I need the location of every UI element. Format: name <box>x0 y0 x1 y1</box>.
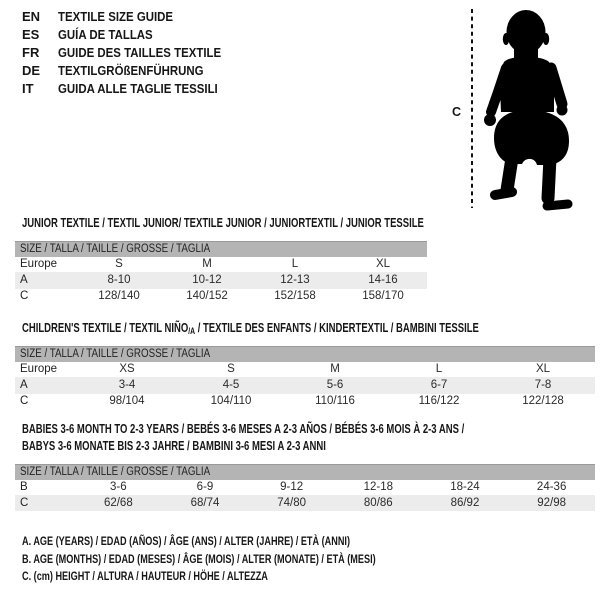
height-dashed-line-icon <box>469 9 475 208</box>
size-cell: 128/140 <box>98 290 140 302</box>
junior-table-title <box>22 215 551 232</box>
language-code: DE <box>22 63 41 78</box>
language-code: ES <box>22 27 40 42</box>
row-label: Europe <box>20 258 58 270</box>
babies-title-line2: BABYS 3-6 MONATE BIS 2-3 JAHRE / BAMBINI 3-6 MESI A 2-3 ANNI <box>22 439 326 453</box>
language-row <box>22 44 243 62</box>
size-cell: 10-12 <box>192 274 222 286</box>
size-cell: 104/110 <box>210 395 252 407</box>
language-row <box>22 62 243 80</box>
size-cell: XL <box>375 258 391 270</box>
children-table-title <box>22 320 600 340</box>
size-cell: 116/122 <box>418 395 460 407</box>
size-cell: 92/98 <box>537 497 567 509</box>
size-cell: 14-16 <box>368 274 398 286</box>
table-row <box>15 394 595 410</box>
size-cell: 80/86 <box>363 497 393 509</box>
size-cell: XL <box>535 363 551 375</box>
size-cell: 24-36 <box>536 481 567 493</box>
row-label: A <box>20 274 28 286</box>
size-header-label: SIZE / TALLA / TAILLE / GRÖSSE / TAGLIA <box>20 466 211 478</box>
footnote <box>22 533 487 551</box>
size-cell: M <box>202 258 212 270</box>
footnote-text: C. (cm) HEIGHT / ALTURA / HAUTEUR / HÖHE / ALTEZZA <box>22 569 268 583</box>
language-label: GUIDA ALLE TAGLIE TESSILI <box>58 81 218 96</box>
size-cell: 7-8 <box>534 379 552 391</box>
size-cell: 152/158 <box>274 290 316 302</box>
junior-size-table <box>15 257 427 304</box>
size-cell: 68/74 <box>190 497 220 509</box>
table-row <box>15 273 427 289</box>
size-cell: 86/92 <box>450 497 480 509</box>
size-cell: 9-12 <box>280 481 304 493</box>
children-title-pre: CHILDREN'S TEXTILE / TEXTIL NIÑO <box>22 321 189 335</box>
children-size-table-section <box>15 346 595 409</box>
language-label: TEXTILGRÖßENFÜHRUNG <box>58 63 204 78</box>
size-cell: 98/104 <box>109 395 145 407</box>
size-cell: 3-6 <box>110 481 127 493</box>
size-cell: 12-18 <box>363 481 393 493</box>
size-cell: S <box>227 363 235 375</box>
table-row <box>15 289 427 305</box>
footnote-text: A. AGE (YEARS) / EDAD (AÑOS) / ÂGE (ANS) / ALTER (JAHRE) / ETÀ (ANNI) <box>22 534 350 548</box>
language-row <box>22 26 243 44</box>
language-row <box>22 8 243 26</box>
table-row <box>15 496 595 512</box>
junior-table-title-text: JUNIOR TEXTILE / TEXTIL JUNIOR/ TEXTILE JUNIOR / JUNIORTEXTIL / JUNIOR TESSILE <box>22 216 424 230</box>
babies-size-table <box>15 480 595 511</box>
size-header-label: SIZE / TALLA / TAILLE / GRÖSSE / TAGLIA <box>20 348 211 360</box>
row-label: B <box>20 481 28 493</box>
size-header-bar <box>15 346 595 362</box>
size-cell: 62/68 <box>103 497 133 509</box>
size-cell: 8-10 <box>107 274 131 286</box>
size-header-label: SIZE / TALLA / TAILLE / GRÖSSE / TAGLIA <box>20 243 211 255</box>
language-code: FR <box>22 45 40 60</box>
language-label: GUÍA DE TALLAS <box>58 27 153 42</box>
row-label: C <box>20 497 29 509</box>
table-row <box>15 362 595 378</box>
footnotes-block <box>22 533 487 586</box>
children-title-sub: /A <box>188 326 196 336</box>
size-cell: 4-5 <box>222 379 240 391</box>
size-cell: L <box>291 258 299 270</box>
height-marker-label: C <box>452 105 462 119</box>
babies-size-table-section <box>15 464 595 511</box>
row-label: C <box>20 395 29 407</box>
size-cell: 12-13 <box>280 274 310 286</box>
footnote <box>22 568 487 586</box>
size-cell: 3-4 <box>118 379 136 391</box>
toddler-silhouette-icon <box>480 8 592 214</box>
language-code: IT <box>22 81 34 96</box>
language-label: TEXTILE SIZE GUIDE <box>58 9 174 24</box>
table-row <box>15 378 595 394</box>
row-label: Europe <box>20 363 58 375</box>
language-row <box>22 80 243 98</box>
size-cell: 122/128 <box>522 395 564 407</box>
table-row <box>15 257 427 273</box>
size-cell: 6-9 <box>196 481 214 493</box>
row-label: C <box>20 290 29 302</box>
footnote <box>22 551 487 569</box>
size-cell: 140/152 <box>186 290 228 302</box>
row-label: A <box>20 379 28 391</box>
size-cell: XS <box>119 363 135 375</box>
size-cell: M <box>330 363 340 375</box>
size-header-bar <box>15 464 595 480</box>
footnote-text: B. AGE (MONTHS) / EDAD (MESES) / ÂGE (MOIS) / ALTER (MONATE) / ETÀ (MESI) <box>22 551 376 566</box>
table-row <box>15 480 595 496</box>
language-label: GUIDE DES TAILLES TEXTILE <box>58 45 222 60</box>
size-cell: 5-6 <box>326 379 344 391</box>
size-header-bar <box>15 241 427 257</box>
size-cell: 158/170 <box>362 290 404 302</box>
language-code: EN <box>22 9 41 24</box>
children-title-post: / TEXTILE DES ENFANTS / KINDERTEXTIL / BAMBINI TESSILE <box>195 321 479 335</box>
size-cell: 74/80 <box>277 497 307 509</box>
children-size-table <box>15 362 595 409</box>
size-cell: 110/116 <box>315 395 355 407</box>
language-title-block <box>22 8 243 98</box>
babies-table-title <box>22 421 600 455</box>
size-cell: 6-7 <box>430 379 448 391</box>
size-cell: S <box>115 258 123 270</box>
size-cell: L <box>435 363 443 375</box>
junior-size-table-section <box>15 241 427 304</box>
children-table-title-text <box>22 320 479 340</box>
size-cell: 18-24 <box>450 481 480 493</box>
babies-title-line1: BABIES 3-6 MONTH TO 2-3 YEARS / BEBÉS 3-6 MESES A 2-3 AÑOS / BÉBÉS 3-6 MOIS À 2-3 ANS / <box>22 422 465 436</box>
